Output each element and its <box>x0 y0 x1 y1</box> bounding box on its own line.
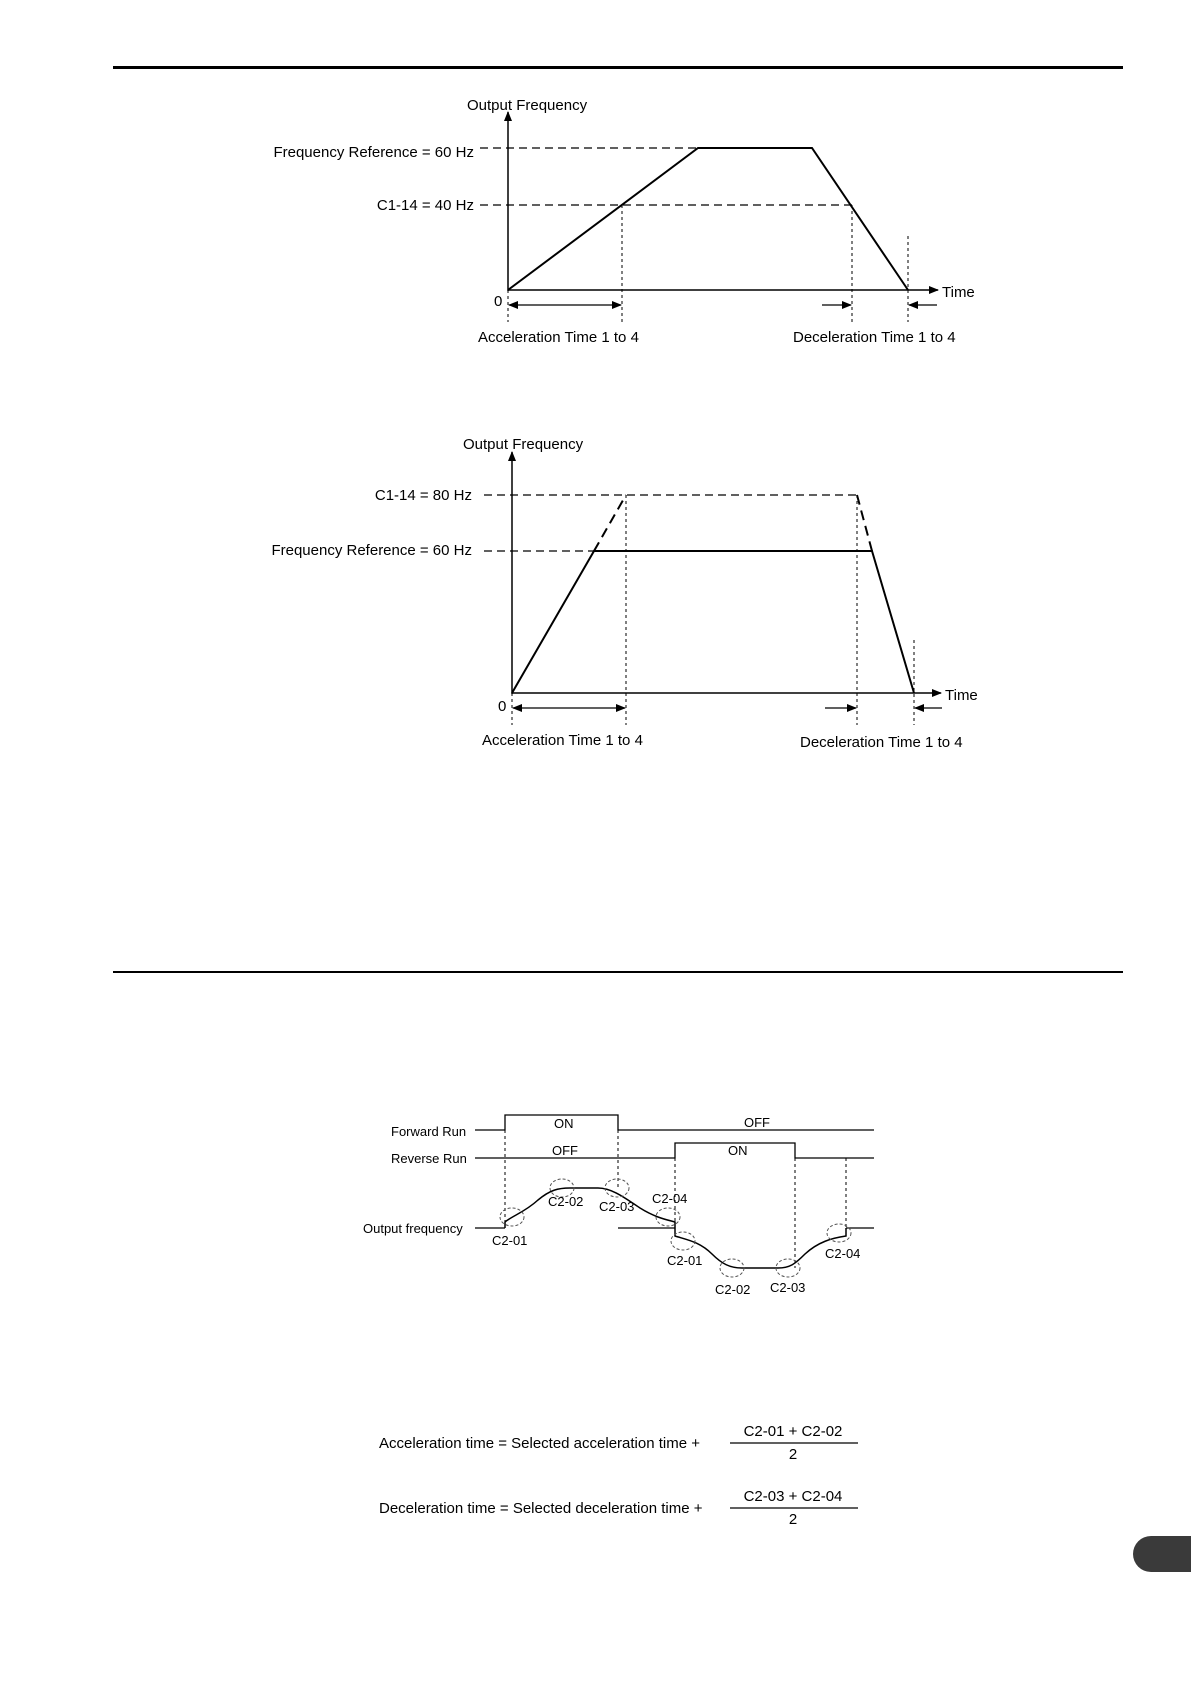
fig2-c1-14-label: C1-14 = 80 Hz <box>374 487 472 504</box>
fig3-forward-run-signal <box>475 1115 874 1130</box>
fig1-frequency-curve <box>508 148 908 290</box>
fig1-freq-ref-label: Frequency Reference = 60 Hz <box>273 144 474 161</box>
fig3-output-freq-label: Output frequency <box>363 1221 463 1236</box>
accel-formula-numerator: C2-01 + C2-02 <box>743 1423 843 1440</box>
figure-2-c1-14-80hz <box>271 436 977 751</box>
fig1-x-axis-label: Time <box>942 284 975 301</box>
fig1-accel-label: Acceleration Time 1 to 4 <box>478 329 639 346</box>
fig3-label-c2-03-rev: C2-03 <box>770 1280 806 1295</box>
fig3-reverse-run-label: Reverse Run <box>391 1151 467 1166</box>
fig3-label-c2-02-fwd: C2-02 <box>548 1194 584 1209</box>
fig3-label-c2-01-fwd: C2-01 <box>492 1233 528 1248</box>
fig3-circle-c2-03-fwd <box>605 1179 629 1197</box>
fig2-origin-label: 0 <box>498 698 507 715</box>
fig3-label-c2-04-rev: C2-04 <box>825 1246 861 1261</box>
figure-3-s-curve-timing <box>363 1115 874 1297</box>
accel-formula-lhs: Acceleration time = Selected acceleration time + <box>379 1435 700 1452</box>
fig3-rev-on: ON <box>728 1143 748 1158</box>
fig3-reverse-run-signal <box>475 1143 874 1158</box>
fig3-label-c2-04-fwd: C2-04 <box>652 1191 688 1206</box>
fig2-accel-label: Acceleration Time 1 to 4 <box>482 732 643 749</box>
fig3-forward-s-curve <box>505 1188 675 1228</box>
fig2-frequency-curve <box>512 551 914 693</box>
fig3-forward-run-label: Forward Run <box>391 1124 467 1139</box>
fig2-decel-label: Deceleration Time 1 to 4 <box>800 734 963 751</box>
fig3-rev-off: OFF <box>552 1143 578 1158</box>
fig3-fwd-on: ON <box>554 1116 574 1131</box>
fig3-label-c2-01-rev: C2-01 <box>667 1253 703 1268</box>
fig2-accel-extension <box>594 495 626 551</box>
fig2-x-axis-label: Time <box>945 687 978 704</box>
fig2-y-axis-label: Output Frequency <box>463 436 584 453</box>
decel-formula-numerator: C2-03 + C2-04 <box>743 1488 843 1505</box>
fig1-origin-label: 0 <box>494 293 503 310</box>
decel-formula <box>379 1488 858 1528</box>
chapter-tab <box>1133 1536 1191 1572</box>
fig1-decel-label: Deceleration Time 1 to 4 <box>793 329 956 346</box>
fig2-decel-extension <box>857 495 872 551</box>
accel-formula-denominator: 2 <box>788 1446 798 1463</box>
decel-formula-denominator: 2 <box>788 1511 798 1528</box>
fig1-c1-14-label: C1-14 = 40 Hz <box>376 197 474 214</box>
fig1-y-axis-label: Output Frequency <box>467 97 588 114</box>
accel-formula <box>379 1423 858 1463</box>
figure-1-c1-14-40hz <box>273 97 974 346</box>
fig3-circle-c2-04-rev <box>827 1224 851 1242</box>
fig3-label-c2-03-fwd: C2-03 <box>599 1199 635 1214</box>
decel-formula-lhs: Deceleration time = Selected deceleration time + <box>379 1500 703 1517</box>
fig3-fwd-off: OFF <box>744 1115 770 1130</box>
fig3-label-c2-02-rev: C2-02 <box>715 1282 751 1297</box>
fig2-freq-ref-label: Frequency Reference = 60 Hz <box>271 542 472 559</box>
